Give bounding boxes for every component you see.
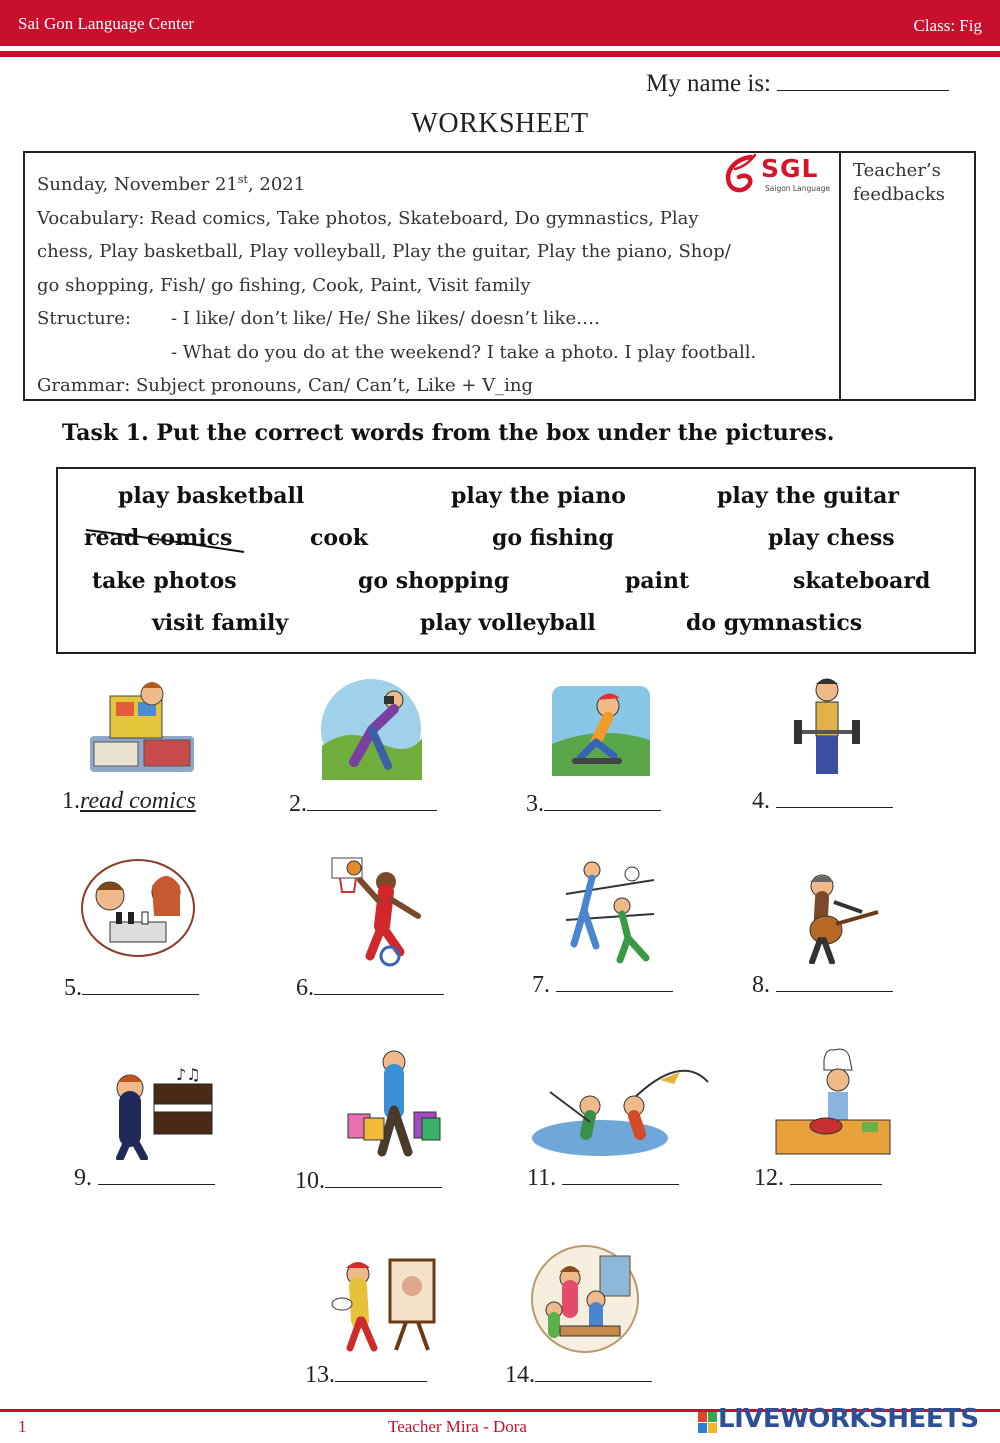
answer-blank[interactable] (98, 1165, 215, 1185)
word-bank-item: skateboard (793, 568, 931, 594)
structure-line-2: - What do you do at the weekend? I take a photo. I play football. (171, 341, 757, 363)
teacher-feedback-label: Teacher’s feedbacks (853, 160, 945, 205)
liveworksheets-brand[interactable]: LIVEWORKSHEETS (718, 1404, 979, 1434)
answer-blank[interactable] (82, 975, 199, 995)
vocabulary-line-2: chess, Play basketball, Play volleyball, Play the guitar, Play the piano, Shop/ (37, 241, 731, 262)
word-bank-item: play basketball (118, 483, 305, 509)
basketball-player-picture (330, 856, 430, 968)
word-bank-item: go fishing (492, 525, 614, 551)
boys-fishing-picture (530, 1062, 712, 1158)
boy-skateboarding-picture (550, 684, 652, 778)
guitar-player-picture (792, 872, 882, 964)
word-bank-item: play chess (768, 525, 895, 551)
liveworksheets-logo-icon (698, 1410, 718, 1436)
vocabulary-line-1: Vocabulary: Read comics, Take photos, Skateboard, Do gymnastics, Play (37, 207, 699, 229)
word-bank-item: visit family (152, 610, 289, 636)
volleyball-players-picture (562, 854, 658, 966)
name-input-line[interactable] (777, 73, 949, 91)
answer-blank[interactable] (562, 1165, 679, 1185)
strikethrough-mark (84, 524, 249, 554)
answer-item-12: 12. (754, 1165, 882, 1192)
word-bank-item: do gymnastics (686, 610, 863, 636)
answer-item-8: 8. (752, 972, 893, 999)
school-name: Sai Gon Language Center (18, 14, 195, 33)
answer-item-4: 4. (752, 788, 893, 815)
chef-cooking-picture (774, 1048, 892, 1156)
structure-line-1: Structure: - I like/ don’t like/ He/ She likes/ doesn’t like…. (37, 308, 600, 329)
answer-item-3: 3. (526, 791, 661, 818)
answer-blank[interactable] (776, 972, 893, 992)
answer-item-6: 6. (296, 975, 444, 1002)
answer-blank[interactable] (335, 1362, 427, 1382)
answer-blank[interactable] (776, 788, 893, 808)
boy-reading-comics-picture (88, 678, 196, 774)
piano-player-picture (100, 1064, 216, 1160)
word-bank-item: play volleyball (420, 610, 596, 636)
name-label: My name is: (646, 70, 771, 97)
header-bar (0, 0, 1000, 46)
kids-playing-chess-picture (80, 856, 196, 958)
page-title: WORKSHEET (411, 108, 589, 139)
painter-picture (330, 1256, 436, 1352)
answer-blank[interactable] (307, 791, 437, 811)
word-bank-item: go shopping (358, 568, 510, 594)
sgl-swoosh-icon (721, 153, 761, 197)
svg-text:♪♫: ♪♫ (176, 1065, 201, 1084)
answer-text[interactable]: read comics (80, 788, 196, 814)
person-taking-photo-picture (318, 676, 424, 782)
man-shopping-picture (344, 1048, 444, 1162)
word-bank-item: paint (625, 568, 690, 594)
vocabulary-line-3: go shopping, Fish/ go fishing, Cook, Paint, Visit family (37, 274, 531, 296)
lesson-date: Sunday, November 21st, 2021 (37, 173, 306, 195)
feedback-divider (839, 153, 841, 399)
answer-blank[interactable] (535, 1362, 652, 1382)
class-name: Class: Fig (913, 16, 982, 35)
lesson-info-box (23, 151, 976, 401)
word-bank-item: play the piano (451, 483, 626, 509)
answer-item-1: 1.read comics (62, 788, 196, 814)
word-bank-item: cook (310, 525, 368, 551)
lesson-info-text (37, 163, 827, 403)
task-title: Task 1. Put the correct words from the box under the pictures. (62, 420, 835, 446)
answer-item-9: 9. (74, 1165, 215, 1192)
answer-item-11: 11. (527, 1165, 679, 1192)
answer-blank[interactable] (314, 975, 444, 995)
answer-blank[interactable] (325, 1168, 442, 1188)
sgl-logo (721, 153, 831, 197)
answer-item-5: 5. (64, 975, 199, 1002)
logo-text: SGL (761, 154, 819, 183)
answer-item-14: 14. (505, 1362, 652, 1389)
word-bank-item: take photos (92, 568, 237, 594)
answer-item-13: 13. (305, 1362, 427, 1389)
man-lifting-weights-picture (792, 676, 862, 780)
name-field (646, 70, 949, 98)
answer-blank[interactable] (790, 1165, 882, 1185)
page-number: 1 (18, 1417, 27, 1436)
word-bank-item-crossed: read comics (84, 525, 233, 551)
grammar-line: Grammar: Subject pronouns, Can/ Can’t, Like + V_ing (37, 375, 533, 396)
answer-item-7: 7. (532, 972, 673, 999)
answer-blank[interactable] (556, 972, 673, 992)
header-divider (0, 51, 1000, 57)
answer-blank[interactable] (544, 791, 661, 811)
family-visit-picture (530, 1244, 640, 1354)
answer-item-2: 2. (289, 791, 437, 818)
word-bank-item: play the guitar (717, 483, 899, 509)
answer-item-10: 10. (295, 1168, 442, 1195)
logo-subtext: Saigon Language (765, 184, 830, 193)
teacher-name: Teacher Mira - Dora (388, 1417, 527, 1436)
